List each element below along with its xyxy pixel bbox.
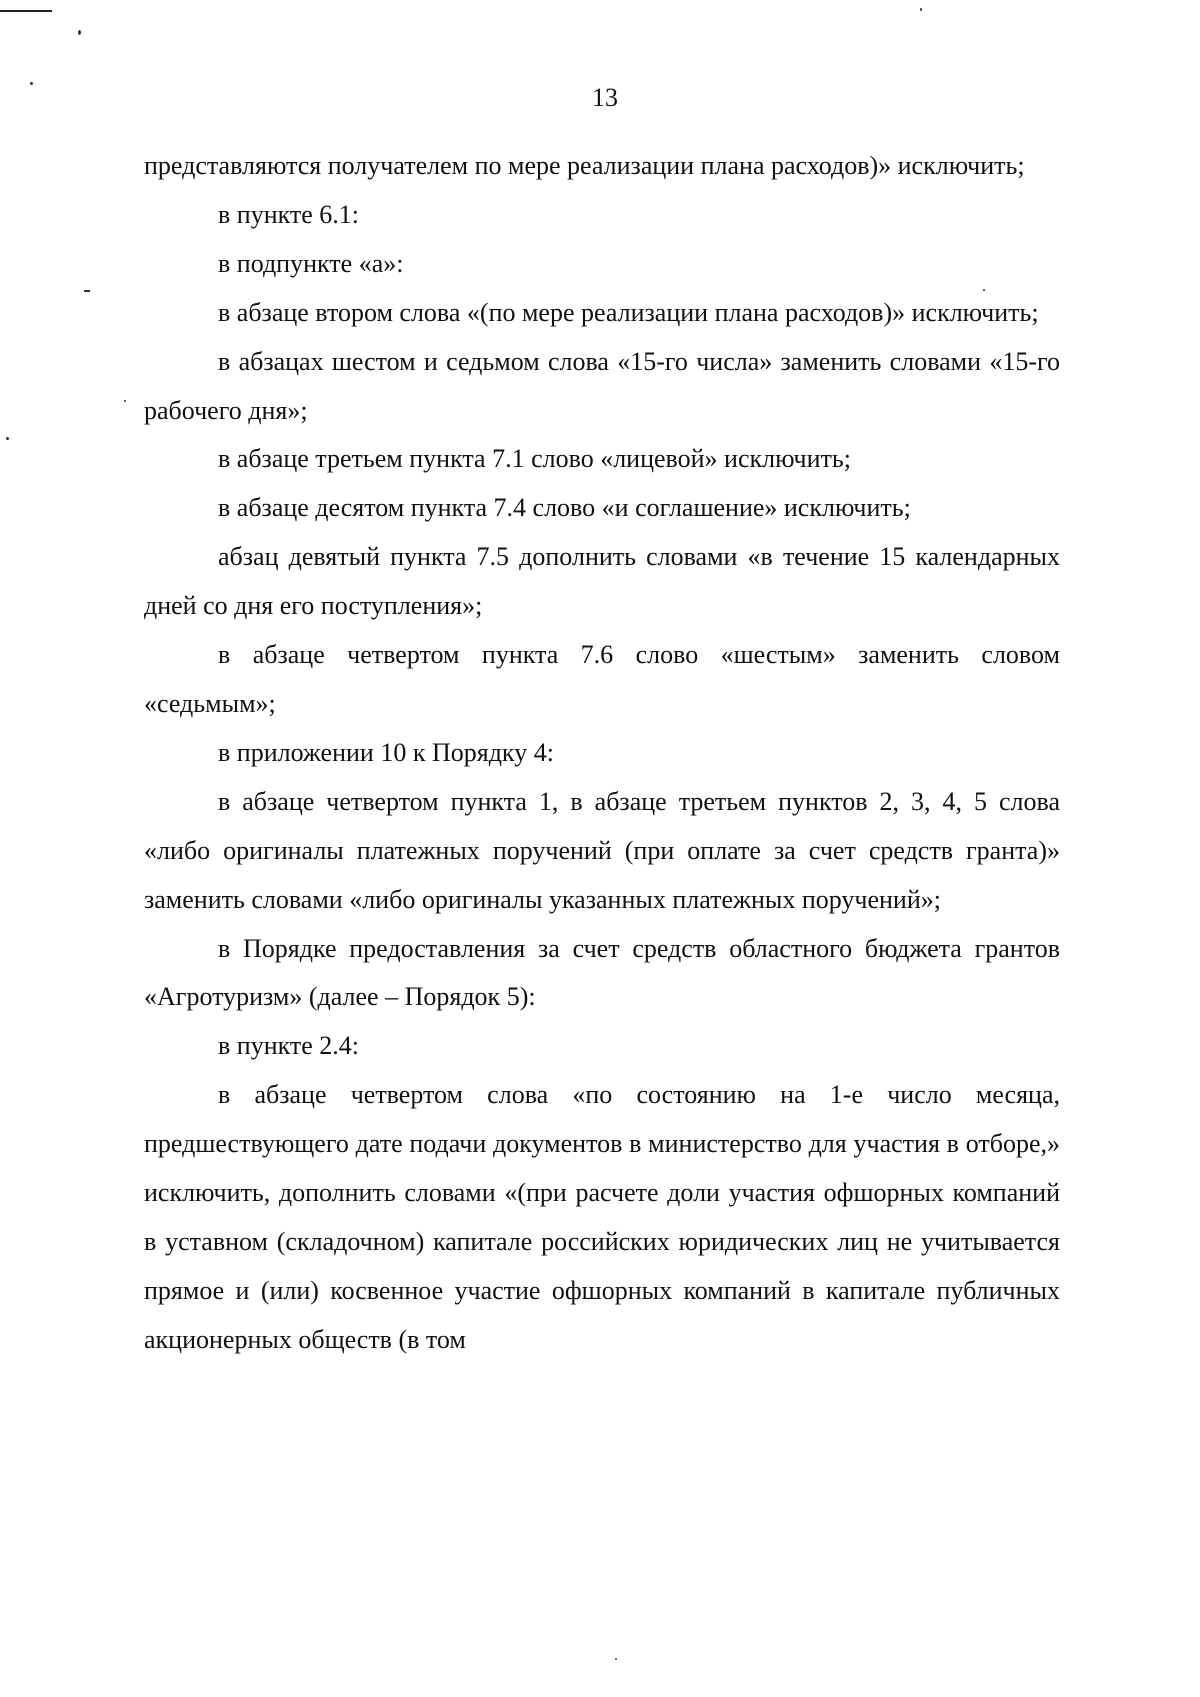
paragraph: в подпункте «а»: [218, 248, 404, 278]
paragraph: в пункте 6.1: [218, 199, 360, 229]
paragraph: в абзаце четвертом пункта 7.6 слово «шестым» заменить словом «седьмым»; [144, 640, 1060, 718]
document-body [144, 142, 1060, 1365]
paragraph: в абзаце четвертом пункта 1, в абзаце третьем пунктов 2, 3, 4, 5 слова «либо оригиналы платежных поручений (при оплате за счет средств гранта)» заменить словами «либо оригиналы указанных платежных поручений»; [144, 786, 1060, 914]
scan-speck [84, 290, 90, 292]
scan-speck [615, 1658, 617, 1660]
scan-speck [6, 437, 9, 440]
scan-speck [78, 30, 81, 35]
paragraph: в абзаце четвертом слова «по состоянию на 1-е число месяца, предшествующего дате подачи документов в министерство для участия в отборе,» исключить, дополнить словами «(при расчете доли участия офшорных компаний в уставном (складочном) капитале российских юридических лиц не учитывается прямое и (или) косвенное участие офшорных компаний в капитале публичных акционерных обществ (в том [144, 1080, 1060, 1354]
scan-speck [124, 400, 126, 402]
paragraph: представляются получателем по мере реализации плана расходов)» исключить; [144, 151, 1025, 180]
paragraph: в абзаце десятом пункта 7.4 слово «и соглашение» исключить; [218, 493, 911, 523]
paragraph: в Порядке предоставления за счет средств областного бюджета грантов «Агротуризм» (далее – Порядок 5): [144, 933, 1060, 1012]
paragraph: в абзаце третьем пункта 7.1 слово «лицевой» исключить; [218, 444, 851, 474]
paragraph: в пункте 2.4: [218, 1031, 360, 1061]
page-number: 13 [592, 83, 618, 112]
paragraph: в абзаце втором слова «(по мере реализации плана расходов)» исключить; [218, 297, 1039, 327]
scan-edge-line [0, 10, 52, 12]
scan-speck [920, 8, 922, 11]
paragraph: абзац девятый пункта 7.5 дополнить словами «в течение 15 календарных дней со дня его поступления»; [144, 542, 1060, 621]
paragraph: в приложении 10 к Порядку 4: [218, 737, 554, 767]
paragraph: в абзацах шестом и седьмом слова «15-го числа» заменить словами «15-го рабочего дня»; [144, 346, 1060, 425]
